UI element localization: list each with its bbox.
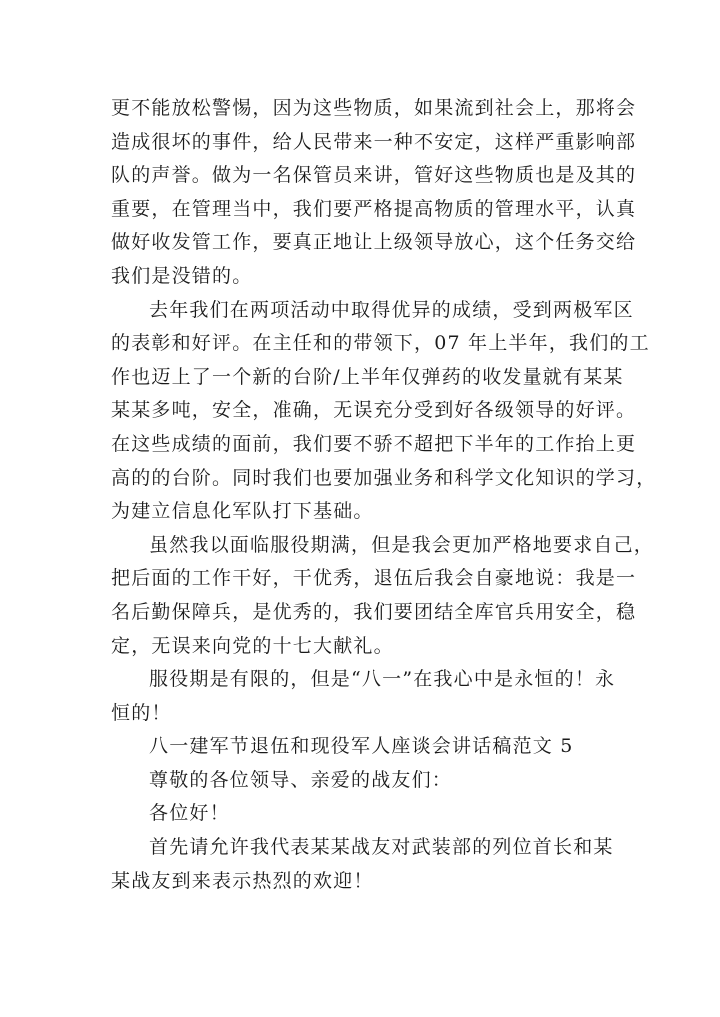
document-body — [111, 92, 657, 898]
text-line: 造成很坏的事件，给人民带来一种不安定，这样严重影响部 — [111, 130, 637, 153]
text-line: 高的的台阶。同时我们也要加强业务和科学文化知识的学习， — [111, 466, 657, 489]
greeting: 各位好！ — [149, 802, 230, 825]
paragraph-first-line: 首先请允许我代表某某战友对武装部的列位首长和某 — [149, 836, 614, 859]
text-line: 的表彰和好评。在主任和的带领下，07 年上半年，我们的工 — [111, 332, 650, 355]
text-line: 恒的！ — [111, 701, 172, 724]
text-line: 作也迈上了一个新的台阶/上半年仅弹药的收发量就有某某 — [111, 365, 624, 388]
paragraph-first-line: 去年我们在两项活动中取得优异的成绩，受到两极军区 — [149, 298, 634, 321]
paragraph-first-line: 服役期是有限的，但是“八一”在我心中是永恒的！永 — [149, 668, 616, 691]
text-line: 重要，在管理当中，我们要严格提高物质的管理水平，认真 — [111, 197, 637, 220]
text-line: 更不能放松警惕，因为这些物质，如果流到社会上，那将会 — [111, 97, 637, 119]
salutation: 尊敬的各位领导、亲爱的战友们： — [149, 768, 453, 791]
text-line: 某战友到来表示热烈的欢迎！ — [111, 869, 374, 892]
text-line: 队的声誉。做为一名保管员来讲，管好这些物质也是及其的 — [111, 164, 637, 187]
text-line: 我们是没错的。 — [111, 264, 253, 287]
text-line: 为建立信息化军队打下基础。 — [111, 500, 374, 523]
paragraph-first-line: 虽然我以面临服役期满，但是我会更加严格地要求自己， — [149, 533, 655, 556]
text-line: 做好收发管工作，要真正地让上级领导放心，这个任务交给 — [111, 231, 637, 254]
text-line: 某某多吨，安全，准确，无误充分受到好各级领导的好评。 — [111, 399, 637, 422]
section-heading: 八一建军节退伍和现役军人座谈会讲话稿范文 5 — [149, 735, 574, 758]
text-line: 定，无误来向党的十七大献礼。 — [111, 634, 394, 657]
text-line: 名后勤保障兵，是优秀的，我们要团结全库官兵用安全，稳 — [111, 600, 637, 623]
text-line: 在这些成绩的面前，我们要不骄不超把下半年的工作抬上更 — [111, 432, 637, 455]
text-line: 把后面的工作干好，干优秀，退伍后我会自豪地说：我是一 — [111, 567, 637, 590]
